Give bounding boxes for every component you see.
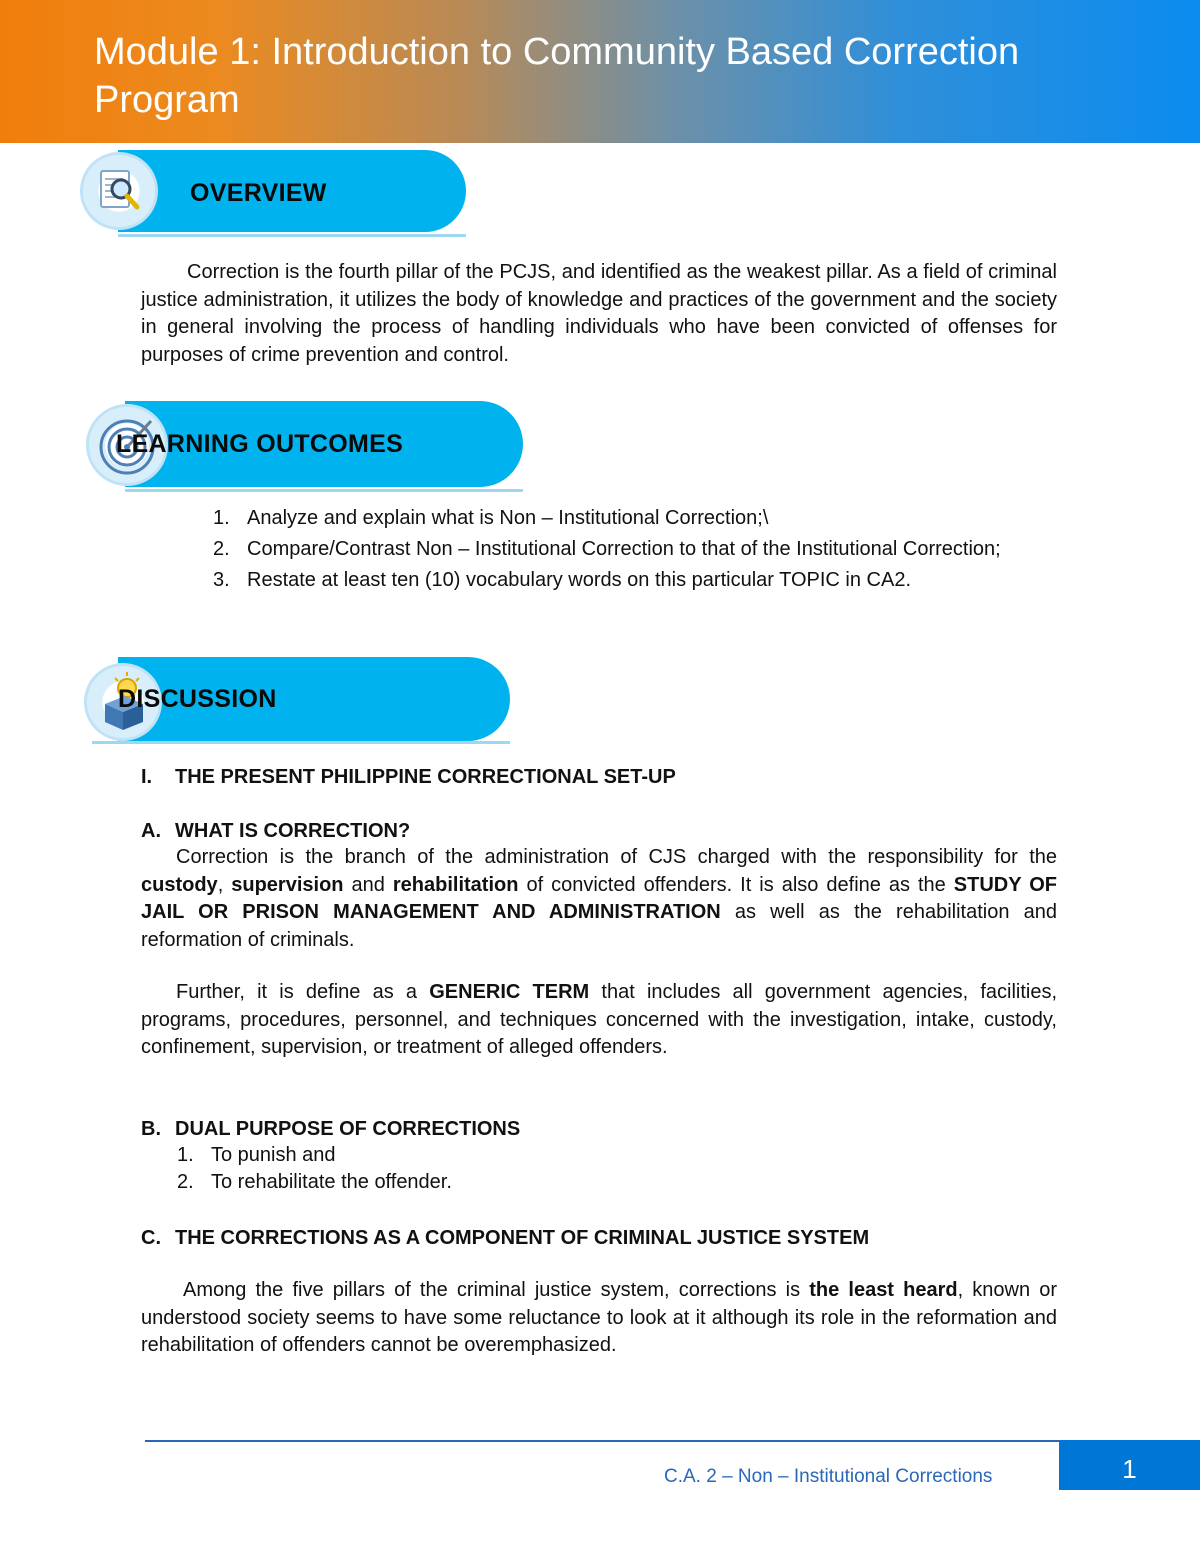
section-a-paragraph-1: Correction is the branch of the administration of CJS charged with the responsibility for the custody, supervision and rehabilitation of convicted offenders. It is also define as the STUDY OF JAIL OR PRISON MANAGEMENT AND ADMINISTRATION as well as the rehabilitation and reformation of criminals. [141, 846, 1057, 951]
learning-outcomes-banner-shadow [125, 489, 523, 492]
learning-outcomes-heading: LEARNING OUTCOMES [116, 430, 404, 458]
overview-paragraph: Correction is the fourth pillar of the PCJS, and identified as the weakest pillar. As a field of criminal justice administration, it utilizes the body of knowledge and practices of the government and the society in general involving the process of handling individuals who have been convicted of offenses for purposes of crime prevention and control. [141, 261, 1057, 366]
dual-purpose-list [177, 1142, 777, 1196]
overview-banner-shadow [118, 234, 466, 237]
magnifier-document-icon [80, 152, 158, 230]
learning-outcomes-list [213, 503, 1043, 596]
section-c-paragraph: Among the five pillars of the criminal justice system, corrections is the least heard, known or understood society seems to have some reluctance to look at it although its role in the reformation and rehabilitation of offenders cannot be overemphasized. [141, 1279, 1058, 1356]
list-item: 3. Restate at least ten (10) vocabulary words on this particular TOPIC in CA2. [213, 569, 912, 591]
part-i-heading: I. THE PRESENT PHILIPPINE CORRECTIONAL SET-UP [141, 766, 676, 788]
footer-rule [145, 1440, 1200, 1442]
list-item: 1. To punish and [177, 1144, 336, 1166]
list-item: 1. Analyze and explain what is Non – Institutional Correction;\ [213, 507, 769, 529]
section-a-paragraph-2: Further, it is define as a GENERIC TERM that includes all government agencies, facilities, programs, procedures, personnel, and techniques concerned with the investigation, intake, custody, confinement, supervision, or treatment of alleged offenders. [141, 981, 1058, 1058]
section-c-heading: C. THE CORRECTIONS AS A COMPONENT OF CRIMINAL JUSTICE SYSTEM [141, 1227, 870, 1249]
module-title: Module 1: Introduction to Community Based Correction Program [94, 31, 1020, 121]
discussion-banner-shadow [92, 741, 510, 744]
footer-course-title: C.A. 2 – Non – Institutional Corrections [664, 1466, 993, 1487]
section-b-heading: B. DUAL PURPOSE OF CORRECTIONS [141, 1118, 521, 1140]
page-number: 1 [1059, 1440, 1200, 1490]
section-a-heading: A. WHAT IS CORRECTION? [141, 820, 411, 842]
discussion-heading: DISCUSSION [118, 685, 277, 713]
overview-heading: OVERVIEW [190, 179, 327, 207]
list-item: 2. Compare/Contrast Non – Institutional Correction to that of the Institutional Correction; [213, 538, 1001, 560]
list-item: 2. To rehabilitate the offender. [177, 1171, 452, 1193]
